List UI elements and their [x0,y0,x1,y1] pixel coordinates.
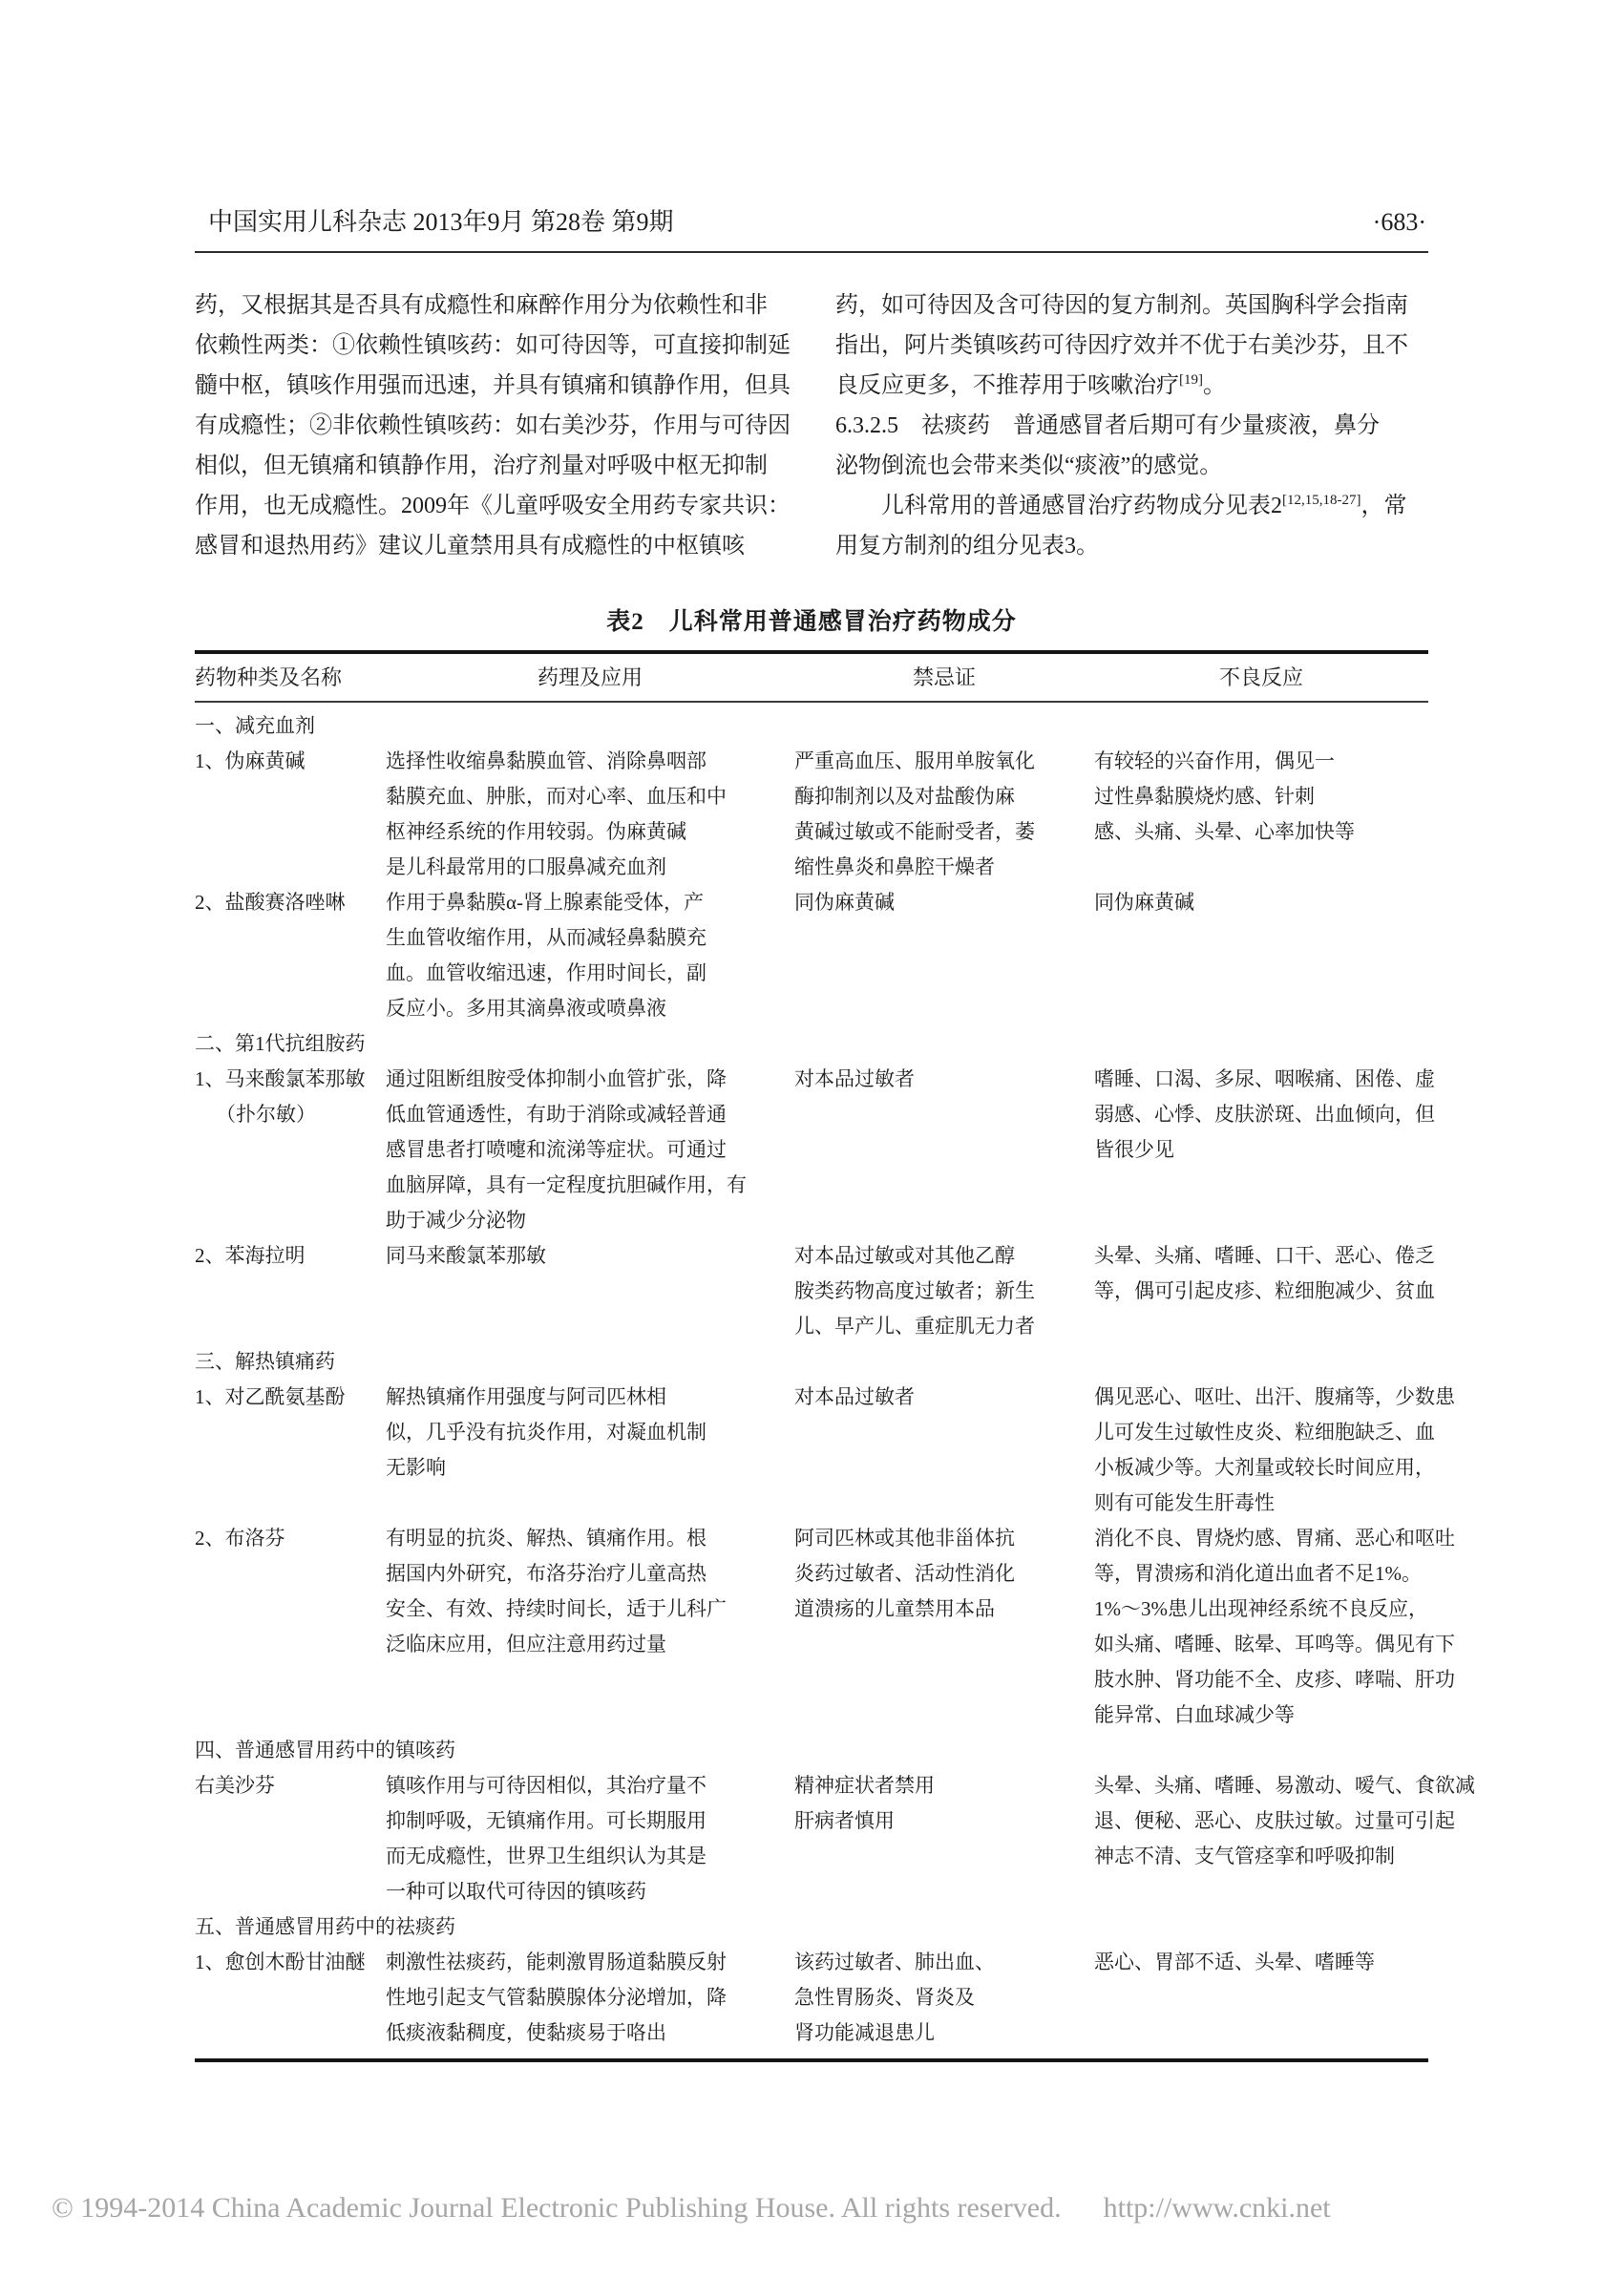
cell-pharmacology [386,1238,794,1344]
footer-copyright: © 1994-2014 China Academic Journal Electronic Publishing House. All rights reserved. [52,2192,1062,2224]
cell-line: 1、愈创木酚甘油醚 [195,1951,366,1973]
column-header-contraindication: 禁忌证 [912,665,976,689]
cell-line: 阿司匹林或其他非甾体抗 [794,1527,1015,1550]
cell-line: 1%～3%患儿出现神经系统不良反应， [1094,1597,1428,1620]
cell-line: 2、布洛芬 [195,1527,285,1550]
cell-line: 1、马来酸氯苯那敏 [195,1067,366,1090]
column-header-drug-name: 药物种类及名称 [195,665,343,689]
column-header-pharmacology: 药理及应用 [537,665,643,689]
cell-line: 胺类药物高度过敏者；新生 [794,1279,1035,1302]
text-line: 药，如可待因及含可待因的复方制剂。英国胸科学会指南 [835,293,1408,318]
cell-contraindication [794,1238,1094,1344]
cell-line: 嗜睡、口渴、多尿、咽喉痛、困倦、虚 [1094,1067,1435,1090]
cell-pharmacology [386,885,794,1026]
cell-line: 作用于鼻黏膜α-肾上腺素能受体，产 [386,891,704,914]
cell-line: 消化不良、胃烧灼感、胃痛、恶心和呕吐 [1094,1527,1455,1550]
cell-line: 退、便秘、恶心、皮肤过敏。过量可引起 [1094,1809,1455,1832]
cell-line: 右美沙芬 [195,1774,275,1797]
cell-line: 性地引起支气管黏膜腺体分泌增加，降 [386,1986,727,2009]
cell-line: 镇咳作用与可待因相似，其治疗量不 [386,1774,707,1797]
intro-columns [195,285,1428,566]
text-line: 泌物倒流也会带来类似“痰液”的感觉。 [835,453,1223,478]
cell-line: 刺激性祛痰药，能刺激胃肠道黏膜反射 [386,1951,727,1973]
cell-line: 过性鼻黏膜烧灼感、针刺 [1094,785,1315,808]
cell-contraindication [794,885,1094,1026]
text-segment: ，常 [1360,494,1407,518]
cell-line: 2、苯海拉明 [195,1244,306,1267]
cell-adverse-reaction [1094,1380,1455,1521]
cell-line: 皆很少见 [1094,1138,1174,1161]
cell-line: 黏膜充血、肿胀，而对心率、血压和中 [386,785,727,808]
text-line [835,366,1428,406]
cell-line: 严重高血压、服用单胺氧化 [794,749,1035,772]
cell-line: 小板减少等。大剂量或较长时间应用， [1094,1456,1435,1479]
cell-drug-name [195,1768,386,1909]
cell-line: 据国内外研究，布洛芬治疗儿童高热 [386,1562,707,1585]
cell-line: 低痰液黏稠度，使黏痰易于咯出 [386,2021,666,2044]
cell-line: 反应小。多用其滴鼻液或喷鼻液 [386,997,666,1020]
text-line: 依赖性两类：①依赖性镇咳药：如可待因等，可直接抑制延 [195,333,791,358]
text-line: 药，又根据其是否具有成瘾性和麻醉作用分为依赖性和非 [195,293,768,318]
cell-line: 生血管收缩作用，从而减轻鼻黏膜充 [386,926,707,949]
cell-line: 有明显的抗炎、解热、镇痛作用。根 [386,1527,707,1550]
cell-line: 无影响 [386,1456,446,1479]
cell-line: 头晕、头痛、嗜睡、易激动、嗳气、食欲减 [1094,1774,1475,1797]
cell-line: 抑制呼吸，无镇痛作用。可长期服用 [386,1809,707,1832]
cell-pharmacology [386,1521,794,1733]
cell-line: 血脑屏障，具有一定程度抗胆碱作用，有 [386,1173,747,1196]
cell-line: 选择性收缩鼻黏膜血管、消除鼻咽部 [386,749,707,772]
table-row [195,885,1428,1026]
cell-line: 如头痛、嗜睡、眩晕、耳鸣等。偶见有下 [1094,1633,1455,1656]
cell-drug-name [195,1062,386,1238]
cell-line: 对本品过敏者 [794,1385,915,1408]
cell-line: 安全、有效、持续时间长，适于儿科广 [386,1597,727,1620]
text-line: 用复方制剂的组分见表3。 [835,534,1099,559]
text-line: 有成瘾性；②非依赖性镇咳药：如右美沙芬，作用与可待因 [195,413,791,438]
cell-line: 精神症状者禁用 [794,1774,935,1797]
cell-line: 道溃疡的儿童禁用本品 [794,1597,995,1620]
cell-adverse-reaction [1094,1945,1428,2051]
journal-title: 中国实用儿科杂志 2013年9月 第28卷 第9期 [208,208,674,236]
cell-line: 血。血管收缩迅速，作用时间长，副 [386,961,707,984]
cell-line: 儿、早产儿、重症肌无力者 [794,1315,1035,1338]
left-column [195,285,791,566]
text-line: 感冒和退热用药》建议儿童禁用具有成瘾性的中枢镇咳 [195,534,745,559]
cell-adverse-reaction [1094,1521,1455,1733]
cell-line: 炎药过敏者、活动性消化 [794,1562,1015,1585]
cell-line: 低血管通透性，有助于消除或减轻普通 [386,1103,727,1126]
cell-line: 弱感、心悸、皮肤淤斑、出血倾向，但 [1094,1103,1435,1126]
cell-line: 1、伪麻黄碱 [195,749,306,772]
cell-line: 神志不清、支气管痉挛和呼吸抑制 [1094,1845,1395,1867]
table-title: 表2 儿科常用普通感冒治疗药物成分 [606,609,1017,635]
reference-superscript: [19] [1179,372,1203,388]
text-line: 作用，也无成瘾性。2009年《儿童呼吸安全用药专家共识： [195,494,791,518]
cell-line: 同马来酸氯苯那敏 [386,1244,546,1267]
cell-adverse-reaction [1094,1238,1435,1344]
cell-drug-name [195,885,386,1026]
cell-pharmacology [386,1945,794,2051]
cell-line: 似，几乎没有抗炎作用，对凝血机制 [386,1421,707,1444]
table-row [195,1380,1455,1521]
right-column [835,285,1428,566]
cell-line: 通过阻断组胺受体抑制小血管扩张，降 [386,1067,727,1090]
cell-contraindication [794,744,1094,885]
drug-table [195,602,1475,2062]
section-row: 三、解热镇痛药 [195,1350,335,1373]
running-head [195,202,1428,253]
cell-drug-name [195,744,386,885]
table-row [195,1062,1435,1238]
cell-line: 助于减少分泌物 [386,1209,526,1232]
cell-line: 对本品过敏者 [794,1067,915,1090]
cell-adverse-reaction [1094,744,1428,885]
cell-contraindication [794,1945,1094,2051]
table-row [195,1945,1428,2051]
cell-line: 急性胃肠炎、肾炎及 [794,1986,975,2009]
cell-line: 肾功能减退患儿 [794,2021,935,2044]
text-line [835,486,1428,526]
cell-line: 黄碱过敏或不能耐受者，萎 [794,820,1035,843]
text-line: 相似，但无镇痛和镇静作用，治疗剂量对呼吸中枢无抑制 [195,453,768,478]
cell-line: 该药过敏者、肺出血、 [794,1951,995,1973]
cell-line: 1、对乙酰氨基酚 [195,1385,346,1408]
cell-line: 同伪麻黄碱 [1094,891,1194,914]
cell-line: 头晕、头痛、嗜睡、口干、恶心、倦乏 [1094,1244,1435,1267]
cell-pharmacology [386,1380,794,1521]
cell-pharmacology [386,1062,794,1238]
footer-url: http://www.cnki.net [1103,2192,1331,2224]
cell-line: 2、盐酸赛洛唑啉 [195,891,346,914]
cell-contraindication [794,1768,1094,1909]
cell-line: 泛临床应用，但应注意用药过量 [386,1633,666,1656]
cell-drug-name [195,1945,386,2051]
cell-contraindication [794,1380,1094,1521]
text-segment: 良反应更多，不推荐用于咳嗽治疗 [835,373,1179,398]
table-header-row [195,650,1428,703]
cell-contraindication [794,1062,1094,1238]
cell-line: 肝病者慎用 [794,1809,895,1832]
cell-line: 感冒患者打喷嚏和流涕等症状。可通过 [386,1138,727,1161]
cell-line: 枢神经系统的作用较弱。伪麻黄碱 [386,820,686,843]
cell-line: 等，胃溃疡和消化道出血者不足1%。 [1094,1562,1422,1585]
cell-line: 酶抑制剂以及对盐酸伪麻 [794,785,1015,808]
text-line: 指出，阿片类镇咳药可待因疗效并不优于右美沙芬，且不 [835,333,1408,358]
table-row [195,1768,1475,1909]
reference-superscript: [12,15,18-27] [1282,493,1361,508]
cell-drug-name [195,1380,386,1521]
cell-line: 偶见恶心、呕吐、出汗、腹痛等，少数患 [1094,1385,1455,1408]
section-row: 五、普通感冒用药中的祛痰药 [195,1915,455,1938]
section-row: 一、减充血剂 [195,714,315,737]
page-footer [52,2192,1579,2225]
table-row [195,744,1428,885]
section-row: 四、普通感冒用药中的镇咳药 [195,1739,455,1761]
cell-adverse-reaction [1094,885,1428,1026]
cell-line: 一种可以取代可待因的镇咳药 [386,1880,646,1903]
cell-line: 等，偶可引起皮疹、粒细胞减少、贫血 [1094,1279,1435,1302]
table-row [195,1238,1435,1344]
column-header-adverse-reaction: 不良反应 [1218,665,1303,689]
cell-adverse-reaction [1094,1062,1435,1238]
cell-line: （扑尔敏） [216,1103,316,1126]
cell-drug-name [195,1238,386,1344]
cell-line: 解热镇痛作用强度与阿司匹林相 [386,1385,666,1408]
cell-line: 而无成瘾性，世界卫生组织认为其是 [386,1845,707,1867]
cell-line: 同伪麻黄碱 [794,891,895,914]
text-segment: 儿科常用的普通感冒治疗药物成分见表2 [881,494,1282,518]
section-row: 二、第1代抗组胺药 [195,1032,366,1055]
cell-line: 肢水肿、肾功能不全、皮疹、哮喘、肝功 [1094,1668,1455,1691]
cell-line: 感、头痛、头晕、心率加快等 [1094,820,1355,843]
cell-line: 缩性鼻炎和鼻腔干燥者 [794,855,995,878]
cell-drug-name [195,1521,386,1733]
cell-adverse-reaction [1094,1768,1475,1909]
page-content [195,202,1475,2062]
table-body [195,703,1475,2062]
cell-line: 是儿科最常用的口服鼻减充血剂 [386,855,666,878]
text-line: 髓中枢，镇咳作用强而迅速，并具有镇痛和镇静作用，但具 [195,373,791,398]
cell-pharmacology [386,744,794,885]
text-segment: 。 [1203,373,1226,398]
cell-line: 则有可能发生肝毒性 [1094,1491,1275,1514]
cell-line: 有较轻的兴奋作用，偶见一 [1094,749,1335,772]
table-row [195,1521,1455,1733]
cell-line: 能异常、白血球减少等 [1094,1703,1295,1726]
cell-line: 对本品过敏或对其他乙醇 [794,1244,1015,1267]
cell-pharmacology [386,1768,794,1909]
cell-line: 恶心、胃部不适、头晕、嗜睡等 [1094,1951,1375,1973]
cell-line: 儿可发生过敏性皮炎、粒细胞缺乏、血 [1094,1421,1435,1444]
page-number: ·683· [1372,208,1426,236]
cell-contraindication [794,1521,1094,1733]
section-heading-line: 6.3.2.5 祛痰药 普通感冒者后期可有少量痰液，鼻分 [835,413,1380,438]
